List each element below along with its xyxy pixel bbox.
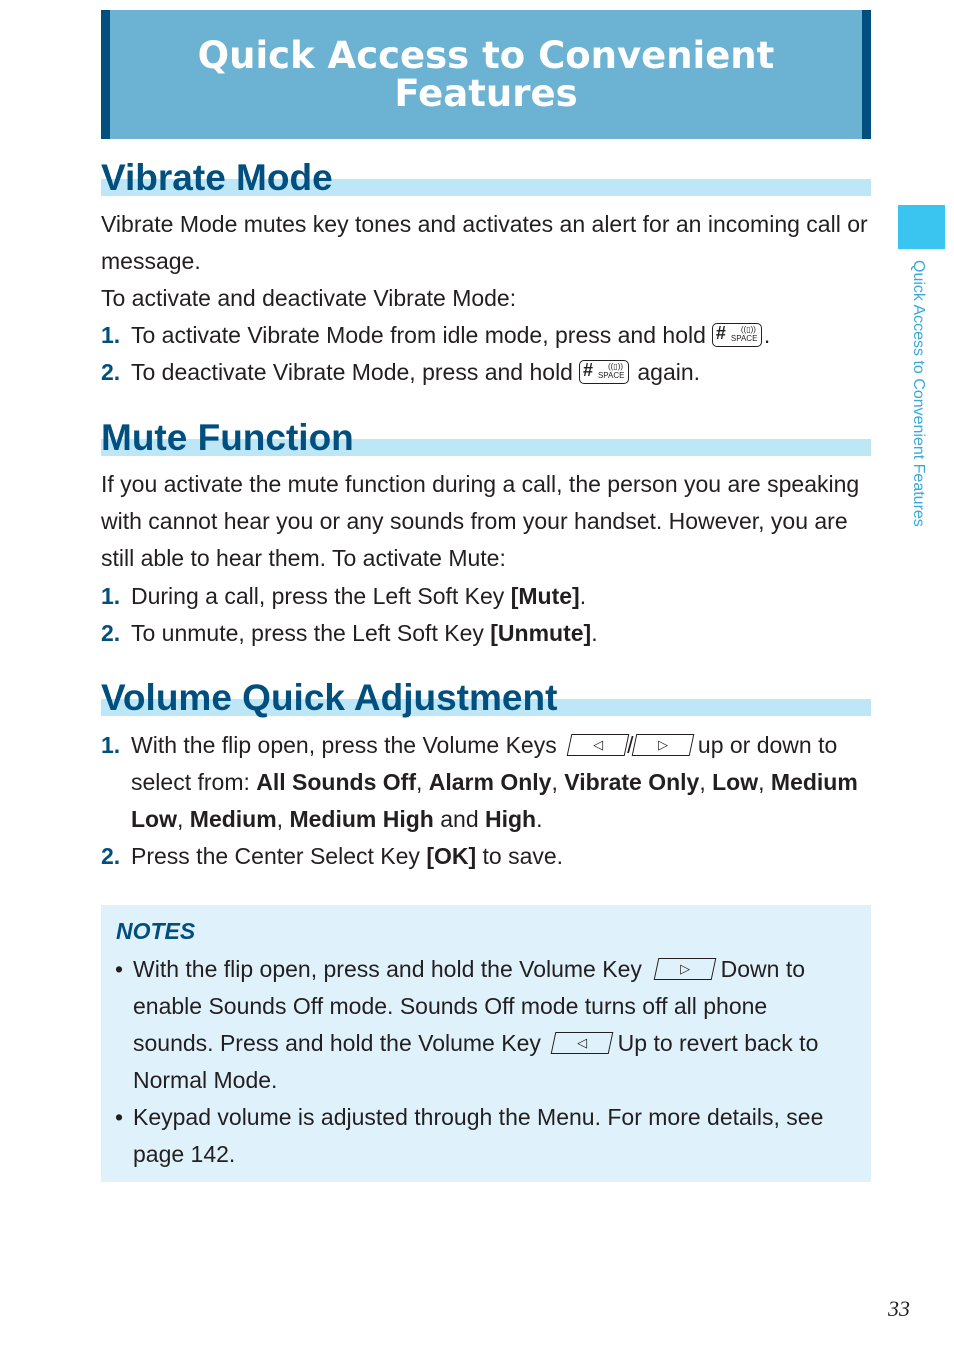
note-text (133, 951, 853, 1099)
step-text-end: . (763, 322, 771, 348)
step-text (131, 354, 871, 391)
step-text-end: again. (637, 359, 701, 385)
volume-up-glyph: ◁ (577, 1034, 588, 1050)
step-text-main: To unmute, press the Left Soft Key (131, 620, 484, 646)
unmute-key-label: [Unmute] (490, 620, 592, 646)
vibrate-icon: ((▯)) (607, 361, 624, 371)
option-all-sounds-off: All Sounds Off (256, 769, 416, 795)
mute-heading: Mute Function (101, 417, 354, 458)
space-label: SPACE (597, 370, 625, 380)
mute-key-label: [Mute] (510, 583, 580, 609)
step-number: 2. (101, 620, 121, 646)
bullet: • (115, 1104, 124, 1130)
notes-title: NOTES (116, 918, 196, 944)
step-text (131, 317, 871, 354)
option-alarm-only: Alarm Only (428, 769, 552, 795)
vibrate-lead: To activate and deactivate Vibrate Mode: (101, 285, 517, 311)
step-number: 1. (101, 732, 121, 758)
step-text-main: To deactivate Vibrate Mode, press and hold (131, 359, 573, 385)
step-text-main: To activate Vibrate Mode from idle mode, press and hold (131, 322, 706, 348)
step-number: 1. (101, 583, 121, 609)
option-high: High (485, 806, 537, 832)
note-text-c: Up to revert back to Normal Mode. (133, 1030, 819, 1093)
space-label: SPACE (730, 333, 758, 343)
vibrate-intro: Vibrate Mode mutes key tones and activates an alert for an incoming call or message. (101, 211, 868, 274)
bullet: • (115, 956, 124, 982)
step-text (131, 838, 871, 875)
step-number: 1. (101, 322, 121, 348)
chapter-banner (101, 10, 871, 139)
side-chapter-label-text: Quick Access to Convenient Features (910, 260, 927, 527)
vibrate-heading: Vibrate Mode (101, 157, 333, 198)
note-text-a: With the flip open, press and hold the Volume Key (133, 956, 642, 982)
step-text-main: During a call, press the Left Soft Key (131, 583, 505, 609)
hash-symbol: # (582, 359, 593, 380)
hash-symbol: # (715, 322, 726, 343)
step-text-continued: up or down to select from: (131, 732, 838, 795)
side-tab-marker (898, 205, 945, 249)
vibrate-section-heading (101, 152, 871, 196)
step-text-end: . (579, 583, 587, 609)
step-text-end: . (591, 620, 598, 646)
option-medium-high: Medium High (289, 806, 434, 832)
volume-down-glyph: ▷ (680, 960, 691, 976)
chapter-title: Quick Access to Convenient Features (197, 33, 775, 115)
volume-down-key-icon (654, 958, 717, 980)
option-medium-low: Medium Low (131, 769, 858, 832)
volume-section-heading (101, 672, 871, 716)
volume-down-key-icon (631, 734, 694, 756)
volume-down-glyph: ▷ (657, 736, 668, 752)
mute-section-heading (101, 412, 871, 456)
notes-box (101, 905, 871, 1182)
step-text-main: With the flip open, press the Volume Keys (131, 732, 557, 758)
step-text-end: to save. (482, 843, 564, 869)
step-text (131, 615, 871, 652)
option-medium: Medium (189, 806, 277, 832)
conjunction: and (440, 806, 479, 832)
hash-space-key-icon (579, 360, 629, 384)
note-text: Keypad volume is adjusted through the Menu. For more details, see page 142. (133, 1104, 824, 1167)
vibrate-icon: ((▯)) (740, 324, 756, 334)
step-text-main: Press the Center Select Key (131, 843, 420, 869)
hash-space-key-icon (712, 323, 762, 347)
page-number: 33 (888, 1296, 910, 1321)
ok-key-label: [OK] (426, 843, 477, 869)
volume-up-key-icon (551, 1032, 614, 1054)
note-text-b: Down to enable Sounds Off mode. Sounds Off mode turns off all phone sounds. Press and hold the Volume Key (133, 956, 806, 1056)
option-vibrate-only: Vibrate Only (564, 769, 700, 795)
step-number: 2. (101, 843, 121, 869)
step-number: 2. (101, 359, 121, 385)
volume-up-key-icon (567, 734, 630, 756)
step-text (131, 578, 871, 615)
volume-up-glyph: ◁ (593, 736, 604, 752)
side-chapter-label (907, 260, 929, 590)
option-low: Low (712, 769, 759, 795)
step-text: With the flip open, press the Volume Keys ◁ / ▷ up or down to select from: All Sounds Off, Alarm Only, Vibrate Only, Low, Medium Low, Medium, Medium High and High. (131, 732, 858, 832)
volume-heading: Volume Quick Adjustment (101, 677, 558, 718)
mute-intro: If you activate the mute function during a call, the person you are speaking with cannot hear you or any sounds from your handset. However, you are still able to hear them. To activate Mute: (101, 471, 860, 571)
